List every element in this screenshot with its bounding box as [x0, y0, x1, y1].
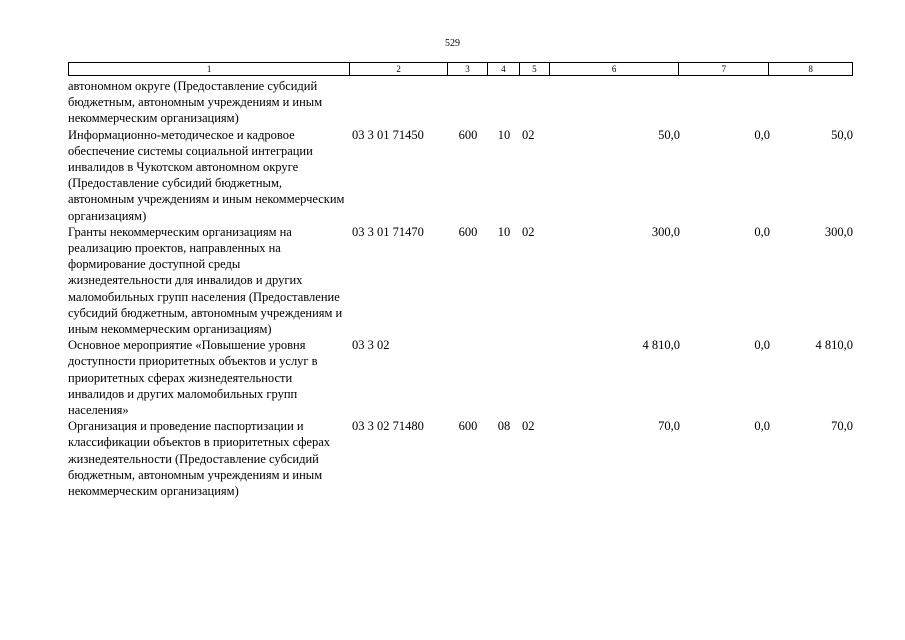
row-value-2: 0,0 [754, 338, 770, 353]
row-rz: 10 [497, 224, 511, 239]
row-value-1: 300,0 [651, 224, 680, 239]
row-pr: 02 [522, 419, 535, 434]
column-header-6: 6 [550, 63, 680, 75]
row-vr: 600 [458, 224, 478, 239]
row-value-1: 4 810,0 [642, 338, 680, 353]
row-code: 03 3 02 [352, 338, 390, 353]
table-header-row [68, 62, 853, 76]
row-value-3: 300,0 [824, 224, 853, 239]
column-header-2: 2 [350, 63, 448, 75]
row-pr [520, 337, 550, 418]
row-rz [488, 78, 520, 127]
row-pr: 02 [522, 127, 535, 142]
row-pr [520, 78, 550, 127]
row-rz: 10 [497, 127, 511, 142]
page-number: 529 [445, 38, 460, 49]
column-header-5: 5 [520, 63, 550, 75]
row-rz [488, 337, 520, 418]
row-value-2: 0,0 [754, 419, 770, 434]
row-name: Гранты некоммерческим организациям на реализацию проектов, направленных на формирование доступной среды жизнедеятельности для инвалидов и других маломобильных групп населения (Предоставление субсидий бюджетным, автономным учреждениям и иным некоммерческим организациям) [68, 224, 343, 337]
row-code: 03 3 01 71450 [352, 127, 424, 142]
row-pr: 02 [522, 224, 535, 239]
row-value-1 [550, 78, 680, 127]
row-value-3: 70,0 [831, 419, 853, 434]
row-value-3 [770, 78, 853, 127]
row-code: 03 3 02 71480 [352, 419, 424, 434]
row-value-1: 70,0 [658, 419, 680, 434]
row-code: 03 3 01 71470 [352, 224, 424, 239]
table-row [68, 127, 853, 224]
row-name: автономном округе (Предоставление субсидий бюджетным, автономным учреждениям и иным некоммерческим организациям) [68, 79, 323, 126]
column-header-7: 7 [679, 63, 769, 75]
column-header-4: 4 [488, 63, 520, 75]
row-code [350, 78, 448, 127]
table-body [68, 78, 853, 499]
row-value-3: 50,0 [831, 127, 853, 142]
row-vr [448, 78, 488, 127]
row-name: Основное мероприятие «Повышение уровня доступности приоритетных объектов и услуг в приоритетных сферах жизнедеятельности инвалидов и других маломобильных групп населения» [68, 338, 318, 418]
row-value-1: 50,0 [658, 127, 680, 142]
column-header-8: 8 [808, 64, 813, 74]
row-vr: 600 [458, 419, 478, 434]
row-value-2 [680, 78, 770, 127]
row-name: Информационно-методическое и кадровое обеспечение системы социальной интеграции инвалидов в Чукотском автономном округе (Предоставление субсидий бюджетным, автономным учреждениям и иным некоммерческим организациям) [68, 127, 345, 223]
row-name: Организация и проведение паспортизации и классификации объектов в приоритетных сферах жизнедеятельности (Предоставление субсидий бюджетным, автономным учреждениям и иным некоммерческим организациям) [68, 419, 331, 499]
row-value-2: 0,0 [754, 127, 770, 142]
row-value-2: 0,0 [754, 224, 770, 239]
table-row [68, 418, 853, 499]
column-header-1: 1 [69, 63, 350, 75]
row-rz: 08 [497, 419, 511, 434]
column-header-3: 3 [448, 63, 488, 75]
row-value-3: 4 810,0 [815, 338, 853, 353]
row-vr: 600 [458, 127, 478, 142]
row-vr [448, 337, 488, 418]
table-row [68, 224, 853, 337]
table-row [68, 337, 853, 418]
table-row [68, 78, 853, 127]
